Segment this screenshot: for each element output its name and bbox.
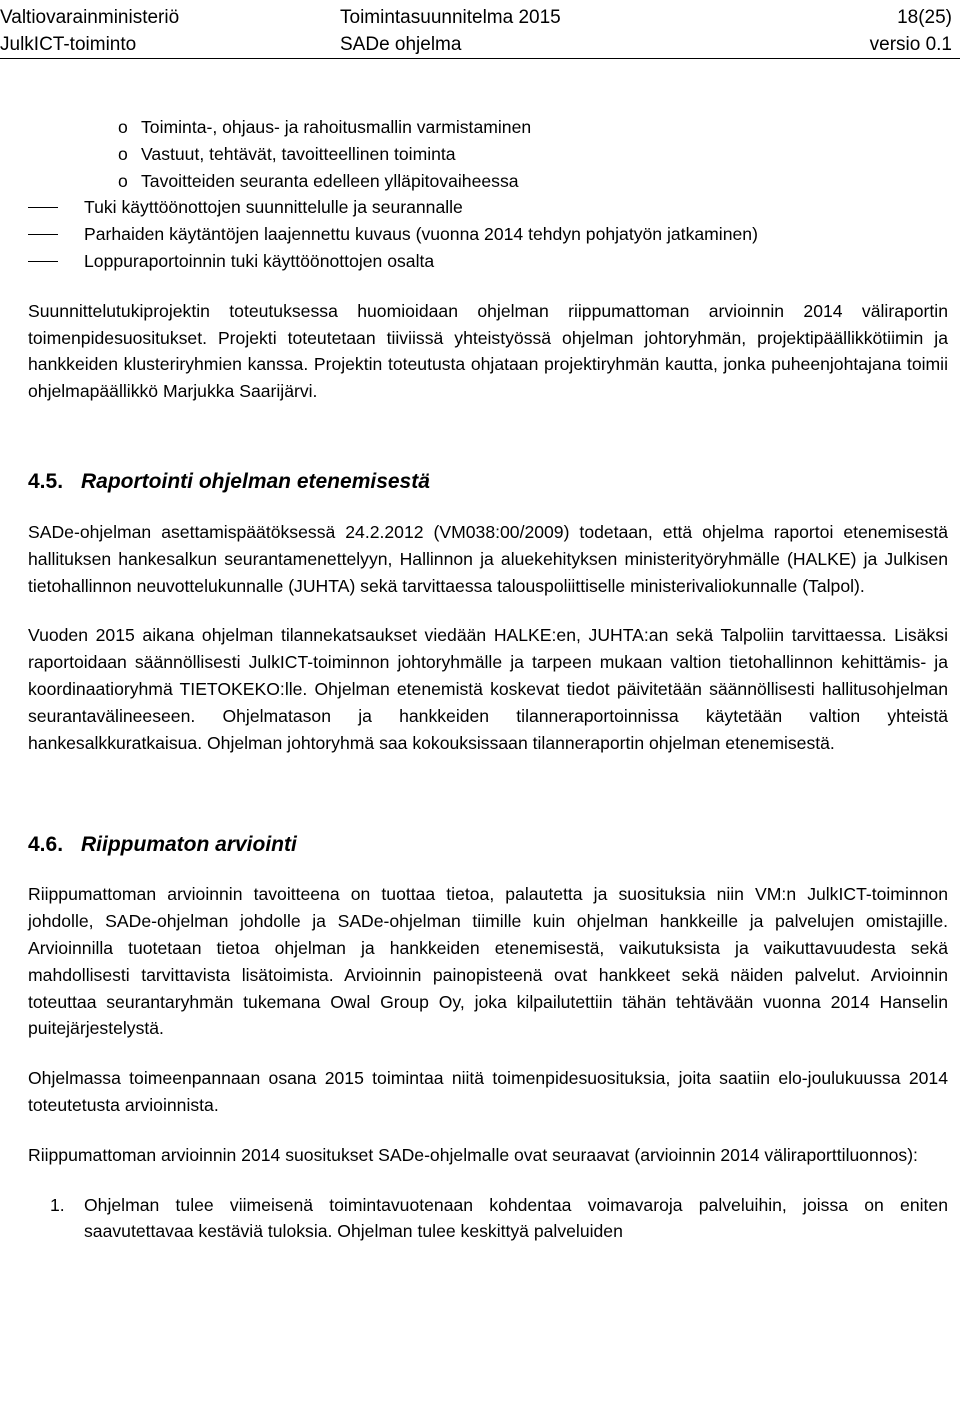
dash-bullet-text: Parhaiden käytäntöjen laajennettu kuvaus (vuonna 2014 tehdyn pohjatyön jatkaminen) bbox=[84, 224, 758, 245]
intro-paragraph: Suunnittelutukiprojektin toteutuksessa huomioidaan ohjelman riippumattoman arvioinnin 2014 väliraportin toimenpidesuositukset. Projekti toteutetaan tiiviissä yhteistyössä ohjelman johtoryhmän, projektipäällikkötiimin ja hankkeiden klusteriryhmien kanssa. Projektin toteutusta ohjataan projektiryhmän kautta, jonka puheenjohtajana toimii ohjelmapäällikkö Marjukka Saarijärvi. bbox=[28, 300, 948, 402]
dash-bullet-text: Tuki käyttöönottojen suunnittelulle ja seurannalle bbox=[84, 197, 463, 218]
dash-bullet-text: Loppuraportoinnin tuki käyttöönottojen osalta bbox=[84, 250, 435, 271]
header-row-2 bbox=[0, 31, 960, 58]
header-divider bbox=[0, 58, 960, 59]
sub-bullet-text: Tavoitteiden seuranta edelleen ylläpitovaiheessa bbox=[141, 170, 519, 191]
section-number: 4.5. bbox=[28, 469, 64, 493]
section-number: 4.6. bbox=[28, 833, 64, 857]
sub-bullet-text: Vastuut, tehtävät, tavoitteellinen toiminta bbox=[141, 143, 456, 164]
section-title: Riippumaton arviointi bbox=[81, 833, 297, 857]
dash-bullet-item bbox=[28, 248, 948, 275]
list-item bbox=[28, 1192, 948, 1246]
sub-bullet-item bbox=[28, 141, 948, 168]
sub-bullet-item bbox=[28, 168, 948, 195]
section-4-6-paragraph-3: Riippumattoman arvioinnin 2014 suositukset SADe-ohjelmalle ovat seuraavat (arvioinnin 2014 väliraporttiluonnos): bbox=[28, 1144, 918, 1165]
sub-bullet-text: Toiminta-, ohjaus- ja rahoitusmallin varmistaminen bbox=[141, 117, 532, 137]
bullet-o-marker: o bbox=[118, 117, 128, 137]
page-header bbox=[0, 0, 960, 62]
dash-marker-icon bbox=[28, 261, 58, 262]
header-organization: Valtiovarainministeriö bbox=[0, 7, 180, 28]
sub-bullet-item bbox=[28, 114, 948, 141]
sub-bullet-list bbox=[28, 114, 948, 194]
section-heading-4-5 bbox=[28, 468, 948, 496]
page-body bbox=[28, 114, 948, 1245]
dash-bullet-item bbox=[28, 221, 948, 248]
recommendation-list bbox=[28, 1192, 948, 1246]
header-unit: JulkICT-toiminto bbox=[0, 34, 137, 55]
dash-marker-icon bbox=[28, 207, 58, 208]
header-version: versio 0.1 bbox=[869, 34, 952, 55]
header-document-title: Toimintasuunnitelma 2015 bbox=[340, 7, 561, 28]
header-program: SADe ohjelma bbox=[340, 34, 462, 55]
section-4-5-paragraph-1: SADe-ohjelman asettamispäätöksessä 24.2.2012 (VM038:00/2009) todetaan, että ohjelma raportoi etenemisestä hallituksen hankesalkun seurantamenettelyyn, Hallinnon ja aluekehityksen ministerityöryhmälle (HALKE) ja Julkisen tietohallinnon neuvottelukunnalle (JUHTA) sekä tarvittaessa talouspoliittiselle ministerivaliokunnalle (Talpol). bbox=[28, 521, 948, 596]
dash-bullet-item bbox=[28, 194, 948, 221]
header-page-number: 18(25) bbox=[897, 7, 952, 28]
section-4-6-paragraph-1: Riippumattoman arvioinnin tavoitteena on tuottaa tietoa, palautetta ja suosituksia niin VM:n JulkICT-toiminnon johdolle, SADe-ohjelman johdolle ja SADe-ohjelman tiimille kuin ohjelman hankkeille ja palvelujen omistajille. Arvioinnilla tuotetaan tietoa ohjelman ja hankkeiden etenemisestä, vaikutuksista ja vaikuttavuudesta sekä mahdollisesti tarvittavista lisätoimista. Arvioinnin painopisteenä ovat hankkeet sekä näiden palvelut. Arvioinnin toteuttaa seurantaryhmän tukemana Owal Group Oy, joka kilpailutettiin tähän tehtävään vuonna 2014 Hanselin puitejärjestelystä. bbox=[28, 884, 948, 1039]
section-heading-4-6 bbox=[28, 831, 948, 859]
header-row-1 bbox=[0, 4, 960, 31]
list-item-text: Ohjelman tulee viimeisenä toimintavuotenaan kohdentaa voimavaroja palveluihin, joissa on eniten saavutettavaa kestäviä tuloksia. Ohjelman tulee keskittyä palveluiden bbox=[84, 1194, 948, 1242]
dash-bullet-list bbox=[28, 194, 948, 274]
dash-marker-icon bbox=[28, 234, 58, 235]
section-title: Raportointi ohjelman etenemisestä bbox=[81, 469, 430, 493]
bullet-o-marker: o bbox=[118, 143, 128, 164]
bullet-o-marker: o bbox=[118, 170, 128, 191]
list-item-number: 1. bbox=[50, 1194, 65, 1215]
section-4-5-paragraph-2: Vuoden 2015 aikana ohjelman tilannekatsaukset viedään HALKE:en, JUHTA:an sekä Talpoliin tarvittaessa. Lisäksi raportoidaan säännöllisesti JulkICT-toiminnon johtoryhmälle ja tarpeen mukaan valtion tietohallinnon kehittämis- ja koordinaatioryhmä TIETOKEKO:lle. Ohjelman etenemistä koskevat tiedot päivitetään säännöllisesti hallitusohjelman seurantavälineeseen. Ohjelmatason ja hankkeiden tilanneraportoinnissa käytetään valtion yhteistä hankesalkkuratkaisua. Ohjelman johtoryhmä saa kokouksissaan tilanneraportin ohjelman etenemisestä. bbox=[28, 625, 948, 753]
section-4-6-paragraph-2: Ohjelmassa toimeenpannaan osana 2015 toimintaa niitä toimenpidesuosituksia, joita saatiin elo-joulukuussa 2014 toteutetusta arvioinnista. bbox=[28, 1068, 948, 1115]
